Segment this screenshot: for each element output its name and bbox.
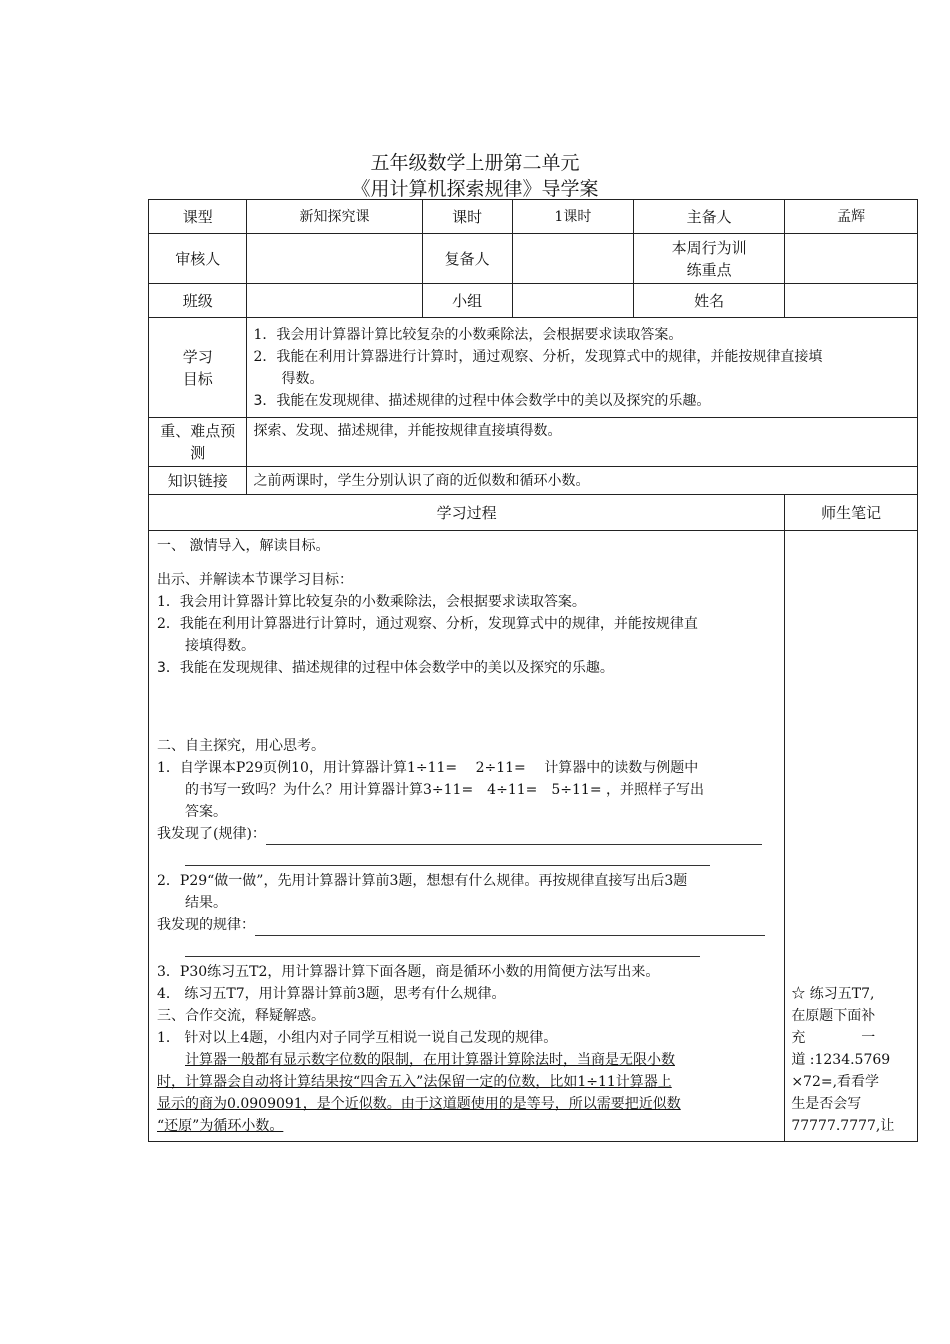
process-goal-cont: 接填得数。 (185, 638, 255, 654)
weekly-focus-label-line2: 练重点 (686, 260, 732, 279)
finding-answer-blank-2[interactable] (185, 940, 700, 957)
finding-label: 我发现了(规律)： (157, 826, 266, 842)
finding-line (157, 823, 776, 845)
finding-line (157, 914, 776, 936)
co-preparer-value[interactable] (512, 234, 633, 284)
name-label: 姓名 (634, 284, 785, 318)
group-label: 小组 (422, 284, 512, 318)
process-goal: 1．我会用计算器计算比较复杂的小数乘除法，会根据要求读取答案。 (157, 594, 586, 610)
process-goal: 3．我能在发现规律、描述规律的过程中体会数学中的美以及探究的乐趣。 (157, 660, 614, 676)
process-body (149, 531, 785, 1142)
goal-item: 1．我会用计算器计算比较复杂的小数乘除法，会根据要求读取答案。 (253, 326, 683, 343)
preparer-value: 孟辉 (785, 200, 918, 234)
goals-intro: 出示、并解读本节课学习目标： (157, 572, 353, 588)
weekly-focus-value[interactable] (785, 234, 918, 284)
explanation-text: “还原”为循环小数。 (157, 1118, 284, 1134)
name-value[interactable] (785, 284, 918, 318)
question-text: 3．P30练习五T2，用计算器计算下面各题，商是循环小数的用简便方法写出来。 (157, 964, 660, 980)
process-header: 学习过程 (149, 495, 785, 531)
key-points-label-line1: 重、难点预 (160, 422, 236, 440)
preparer-label: 主备人 (634, 200, 785, 234)
co-preparer-label: 复备人 (422, 234, 512, 284)
key-points-value: 探索、发现、描述规律，并能按规律直接填得数。 (247, 418, 918, 467)
document-title: 五年级数学上册第二单元 (370, 152, 580, 174)
knowledge-link-label: 知识链接 (149, 467, 247, 495)
goals-content (247, 318, 918, 418)
note-line: 在原题下面补 (791, 1008, 876, 1024)
question-text-cont: 答案。 (185, 804, 227, 820)
process-goal: 2．我能在利用计算器进行计算时，通过观察、分析，发现算式中的规律，并能按规律直 (157, 616, 698, 632)
reviewer-value[interactable] (247, 234, 422, 284)
note-line: 充 一 (791, 1030, 876, 1046)
goals-label-line2: 目标 (182, 369, 213, 388)
finding-answer-blank[interactable] (255, 919, 765, 936)
question-text-cont: 结果。 (185, 895, 227, 911)
question-text: 2．P29“做一做”，先用计算器计算前3题，想想有什么规律。再按规律直接写出后3题 (157, 873, 688, 889)
type-value: 新知探究课 (247, 200, 422, 234)
class-value[interactable] (247, 284, 422, 318)
note-line: 77777.7777,让 (791, 1118, 895, 1134)
notes-header: 师生笔记 (785, 495, 918, 531)
lesson-plan-table (148, 199, 918, 1142)
section-heading: 二、自主探究，用心思考。 (157, 738, 325, 754)
reviewer-label: 审核人 (149, 234, 247, 284)
note-line: ☆ 练习五T7, (791, 986, 875, 1002)
goals-label-line1: 学习 (182, 347, 213, 366)
type-label: 课型 (149, 200, 247, 234)
finding-answer-blank-2[interactable] (185, 849, 710, 866)
document-subtitle: 《用计算机探索规律》导学案 (351, 178, 599, 200)
notes-body (785, 531, 918, 1142)
goal-item: 2．我能在利用计算器进行计算时，通过观察、分析，发现算式中的规律，并能按规律直接填 (253, 348, 823, 365)
note-line: 道 :1234.5769 (791, 1052, 891, 1068)
hours-label: 课时 (422, 200, 512, 234)
key-points-label-line2: 测 (190, 444, 206, 462)
group-value[interactable] (512, 284, 633, 318)
goals-label (149, 318, 247, 418)
explanation-text: 时，计算器会自动将计算结果按“四舍五入”法保留一定的位数，比如1÷11计算器上 (157, 1074, 672, 1090)
finding-answer-blank[interactable] (266, 828, 762, 845)
question-text-cont: 的书写一致吗？为什么？用计算器计算3÷11= 4÷11= 5÷11= ，并照样子写出 (185, 782, 704, 798)
note-line: ×72=,看看学 (791, 1074, 880, 1090)
weekly-focus-label (634, 234, 785, 284)
explanation-text: 显示的商为0.0909091，是个近似数。由于这道题使用的是等号，所以需要把近似数 (157, 1096, 681, 1112)
goal-item-cont: 得数。 (281, 370, 324, 387)
goal-item: 3．我能在发现规律、描述规律的过程中体会数学中的美以及探究的乐趣。 (253, 392, 711, 409)
explanation-text: 计算器一般都有显示数字位数的限制，在用计算器计算除法时，当商是无限小数 (185, 1052, 675, 1068)
section-heading: 一、 激情导入，解读目标。 (157, 538, 330, 554)
question-text: 1．自学课本P29页例10，用计算器计算1÷11= 2÷11= 计算器中的读数与例题中 (157, 760, 699, 776)
question-text: 4． 练习五T7，用计算器计算前3题，思考有什么规律。 (157, 986, 506, 1002)
question-text: 1． 针对以上4题，小组内对子同学互相说一说自己发现的规律。 (157, 1030, 558, 1046)
key-points-label (149, 418, 247, 467)
finding-label: 我发现的规律： (157, 917, 255, 933)
knowledge-link-value: 之前两课时，学生分别认识了商的近似数和循环小数。 (247, 467, 918, 495)
section-heading: 三、合作交流，释疑解惑。 (157, 1008, 325, 1024)
hours-value: 1课时 (512, 200, 633, 234)
class-label: 班级 (149, 284, 247, 318)
note-line: 生是否会写 (791, 1096, 862, 1112)
weekly-focus-label-line1: 本周行为训 (671, 238, 747, 257)
